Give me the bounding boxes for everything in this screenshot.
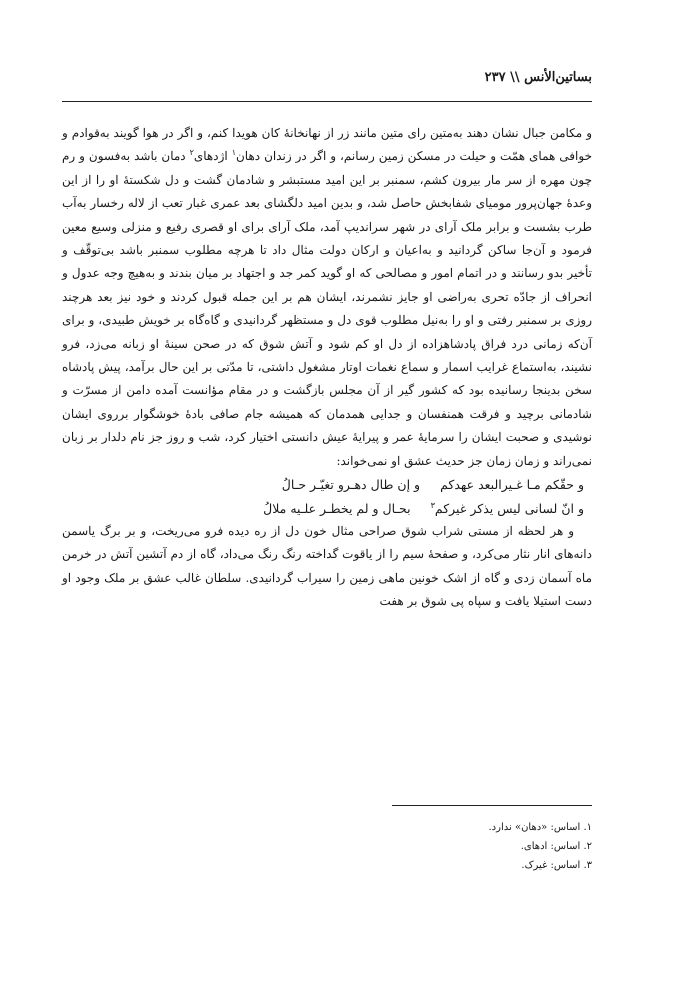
verse-2-hemistich-2: بحـال و لم یخطـر علـیه ملالُ [263,500,411,516]
main-text [62,122,592,614]
paragraph-1-part-2: اژدهای [193,149,232,164]
footnote-2: ۲. اساس: ادهای. [520,841,592,852]
paragraph-2: و هر لحظه از مستی شراب شوق صراحی مثال خون دل از ره دیده فرو می‌ریخت، و بر برگ یاسمن دانه‌های انار نثار می‌کرد، و صفحهٔ سیم را از یاقوت گداخته رنگ رنگ می‌داد، گاه از دم آتشین آتش در خرمن ماه آسمان زدی و گاه از اشک خونین ماهی زمین را سیراب گردانیدی. سلطان غالب عشق بر ملک وجود او دست استیلا یافت و سپاه پی شوق بر هفت [62,523,592,609]
verse-1-hemistich-2: و إن طال دهـرو تغیّـر حـالُ [281,477,421,493]
footnote-3: ۳. اساس: غیرک. [521,860,592,871]
verse-2-hemistich-1: و انّ لسانی لیس یذکر غیرکم [434,500,584,516]
paragraph-1-part-3: دمان باشد به‌فسون و رم چون مهره از سر مار بیرون کشم، سمنبر بر این امید مستبشر و شادمان گشت و دل شکستهٔ او را از این وعدهٔ جهان‌پرور مومیای شفابخش حاصل شد، و بدین امید دلگشای بعد عمری غبار تعب از لاله رخسار به‌آب طرب بشست و برابر ملک آرای در شهر سراندیپ آمد، ملک آرای برای او قصری رفیع و منزلی وسیع معین فرمود و آن‌جا ساکن گردانید و به‌اعیان و ارکان دولت مثال داد تا هرچه مطلوب سمنبر باشد بی‌توقّف و تأخیر بدو رسانند و در اتمام امور و مصالحی که او گوید کمر جد و اجتهاد بر میان بندند و به‌هیچ وجه عدول و انحراف از جادّه تحری به‌راضی او جایز نشمرند، ایشان هم بر این جمله قبول کردند و خود نیز بعد هرچند روزی بر سمنبر رفتی و او را به‌نیل مطلوب قوی دل و مستظهر گردانیدی و گاه‌گاه بر خویش طبیدی، و برای آن‌که زمانی درد فراق پادشاهزاده از دل او کم شود و آتش شوق که در صحن سینهٔ او زبانه می‌زد، فرو نشیند، به‌استماع غرایب اسمار و سماع نغمات اوتار مشغول داشتی، تا مدّتی بر این حال برآمد، پیش پادشاه سخن بدینجا رسانیده بود که کشور گیر از آن مجلس بازگشت و در مقام مؤانست آمده دامن از مسرّت و شادمانی برچید و فرقت همنفسان و جدایی همدمان که همیشه جام صافی بادهٔ خوشگوار برروی ایشان نوشیدی و صحبت ایشان را سرمایهٔ عمر و پیرایهٔ عیش دانستی اختیار کرد، شب و روز جز نام دلدار بر زبان نمی‌راند و زمان زمان جز حدیث عشق او نمی‌خواند: [62,149,592,468]
header-divider [62,101,592,102]
footnote-marker-3[interactable]: ۳ [430,500,435,510]
running-header [62,70,592,94]
footnote-marker-2[interactable]: ۲ [189,148,194,158]
paragraph-1 [62,122,592,473]
footnotes [380,818,592,875]
paragraph-1-part-1: و مکامن جبال نشان دهند به‌متین رای متین مانند زر از نهانخانهٔ کان هویدا کنم، و اگر در هوا گویند به‌قوادم و خوافی همای همّت و حیلت در مسکن زمین رسانم، و اگر در زندان دهان [62,126,592,164]
footnote-marker-1[interactable]: ۱ [231,148,236,158]
verse-2-hemistich-1-wrap [423,497,592,520]
running-title: بساتين‌الأنس \\ ۲۳۷ [484,70,592,85]
footnote-divider [392,805,592,806]
footnote-1: ۱. اساس: «دهان» ندارد. [488,822,592,833]
verse-1-hemistich-1: و حقّکم مـا غـیرالبعد عهدکم [440,477,584,493]
verse-line-1 [62,473,592,496]
verse-line-2 [62,497,592,520]
